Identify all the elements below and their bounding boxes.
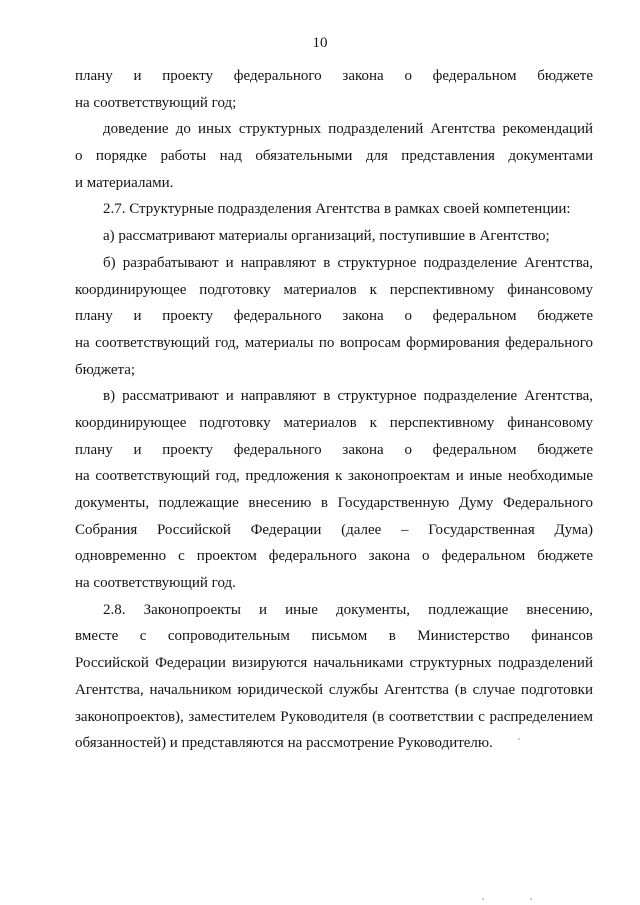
text-line: 2.8. Законопроекты и иные документы, подлежащие внесению, (103, 601, 593, 618)
text-line: 2.7. Структурные подразделения Агентства в рамках своей компетенции: (103, 201, 571, 218)
text-line: на соответствующий год, материалы по вопросам формирования федерального (75, 334, 593, 351)
text-block (75, 63, 593, 757)
text-line: на соответствующий год, предложения к законопроектам и иные необходимые (75, 468, 593, 485)
text-line: обязанностей) и представляются на рассмотрение Руководителю. (75, 735, 493, 752)
text-line: на соответствующий год; (75, 94, 237, 111)
text-line: координирующее подготовку материалов к перспективному финансовому (75, 414, 593, 431)
document-body (75, 63, 593, 757)
text-line: а) рассматривают материалы организаций, поступившие в Агентство; (103, 228, 550, 245)
scan-speck (530, 898, 532, 900)
text-line: координирующее подготовку материалов к перспективному финансовому (75, 281, 593, 298)
text-line: Собрания Российской Федерации (далее – Государственная Дума) (75, 521, 593, 538)
text-line: плану и проекту федерального закона о федеральном бюджете (75, 68, 593, 84)
page-number: 10 (312, 35, 328, 51)
scan-speck (482, 898, 484, 900)
text-line: б) разрабатывают и направляют в структурное подразделение Агентства, (103, 254, 593, 271)
text-line: доведение до иных структурных подразделений Агентства рекомендаций (103, 121, 593, 138)
text-line: бюджета; (75, 361, 136, 378)
text-line: и материалами. (75, 174, 174, 191)
text-line: на соответствующий год. (75, 575, 236, 592)
text-line: Агентства, начальником юридической службы Агентства (в случае подготовки (75, 681, 593, 698)
text-line: плану и проекту федерального закона о федеральном бюджете (75, 308, 593, 325)
text-line: Российской Федерации визируются начальниками структурных подразделений (75, 655, 593, 672)
text-line: о порядке работы над обязательными для представления документами (75, 148, 593, 165)
text-line: вместе с сопроводительным письмом в Министерство финансов (75, 628, 593, 645)
text-line: одновременно с проектом федерального закона о федеральном бюджете (75, 548, 593, 565)
text-line: в) рассматривают и направляют в структурное подразделение Агентства, (103, 388, 593, 405)
text-line: документы, подлежащие внесению в Государственную Думу Федерального (75, 495, 593, 511)
text-line: плану и проекту федерального закона о федеральном бюджете (75, 441, 593, 458)
text-line: законопроектов), заместителем Руководителя (в соответствии с распределением (75, 708, 593, 725)
scan-speck (518, 738, 520, 740)
